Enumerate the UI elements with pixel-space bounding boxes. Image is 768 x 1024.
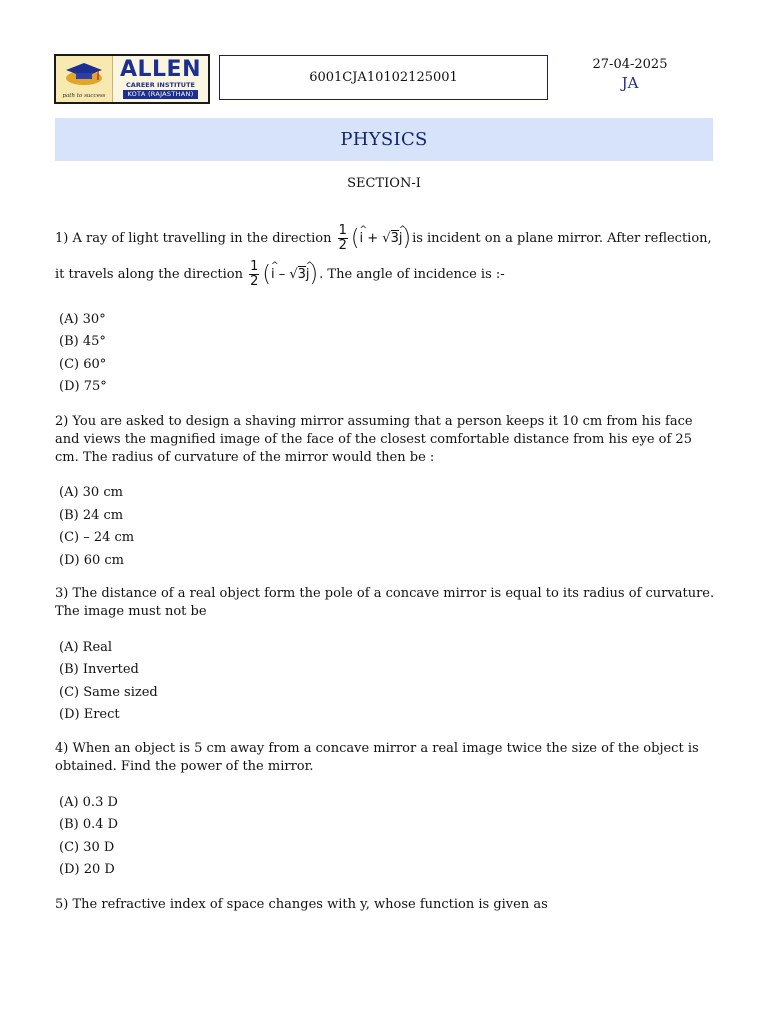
option-a[interactable]: (A) Real [59, 640, 113, 655]
option-c[interactable]: (C) Same sized [59, 685, 158, 700]
question-number: 1) [55, 231, 69, 246]
question-3 [55, 585, 715, 621]
question-text: The distance of a real object form the pole of a concave mirror is equal to its radius of curvature. The image must not be [55, 586, 715, 619]
question-text: A ray of light travelling in the direction [72, 231, 332, 246]
question-text: . The angle of incidence is :- [319, 267, 505, 282]
question-4 [55, 740, 715, 776]
option-c[interactable]: (C) 30 D [59, 840, 115, 855]
paper-code: 6001CJA10102125001 [309, 70, 458, 85]
option-d[interactable]: (D) 75° [59, 379, 107, 394]
fraction-half: $\frac{1}{2}$ [250, 259, 259, 289]
option-d[interactable]: (D) Erect [59, 707, 120, 722]
question-text: You are asked to design a shaving mirror assuming that a person keeps it 10 cm from his face and views the magnified image of the face of the closest comfortable distance from his eye of 25 cm. The radius of curvature of the mirror would then be : [55, 414, 693, 465]
logo-institute: CAREER INSTITUTE [126, 81, 195, 89]
subject-title: PHYSICS [340, 129, 428, 150]
option-b[interactable]: (B) 0.4 D [59, 817, 119, 832]
graduation-cap-emblem-icon [56, 56, 113, 102]
exam-date: 27-04-2025 [592, 57, 668, 72]
option-a[interactable]: (A) 30 cm [59, 485, 123, 500]
subject-banner [55, 118, 713, 161]
question-number: 3) [55, 586, 69, 601]
option-d[interactable]: (D) 20 D [59, 862, 115, 877]
paper-code-box [219, 55, 548, 100]
question-text: The refractive index of space changes with y, whose function is given as [72, 897, 548, 912]
question-text: it travels along the direction [55, 267, 243, 282]
option-b[interactable]: (B) Inverted [59, 662, 139, 677]
question-5 [55, 896, 715, 914]
exam-stream: JA [621, 74, 639, 92]
question-1 [55, 224, 712, 253]
option-d[interactable]: (D) 60 cm [59, 553, 124, 568]
option-b[interactable]: (B) 24 cm [59, 508, 124, 523]
direction-vector-1: (^ i + √3^ j) [350, 228, 412, 250]
section-heading: SECTION-I [347, 176, 421, 191]
logo-city: KOTA (RAJASTHAN) [123, 90, 197, 99]
option-c[interactable]: (C) 60° [59, 357, 107, 372]
option-b[interactable]: (B) 45° [59, 334, 106, 349]
option-a[interactable]: (A) 0.3 D [59, 795, 118, 810]
question-2 [55, 413, 715, 467]
question-text: When an object is 5 cm away from a concave mirror a real image twice the size of the object is obtained. Find the power of the mirror. [55, 741, 699, 774]
direction-vector-2: (^ i – √3^ j) [261, 264, 319, 286]
logo-tagline: path to success [62, 93, 106, 99]
allen-logo [54, 54, 210, 104]
logo-brand: ALLEN [119, 57, 201, 82]
option-a[interactable]: (A) 30° [59, 312, 106, 327]
question-number: 4) [55, 741, 69, 756]
question-text: is incident on a plane mirror. After reflection, [412, 231, 712, 246]
question-1-line-2 [55, 260, 505, 289]
question-number: 2) [55, 414, 69, 429]
fraction-half: $\frac{1}{2}$ [338, 223, 347, 253]
option-c[interactable]: (C) – 24 cm [59, 530, 135, 545]
question-number: 5) [55, 897, 69, 912]
